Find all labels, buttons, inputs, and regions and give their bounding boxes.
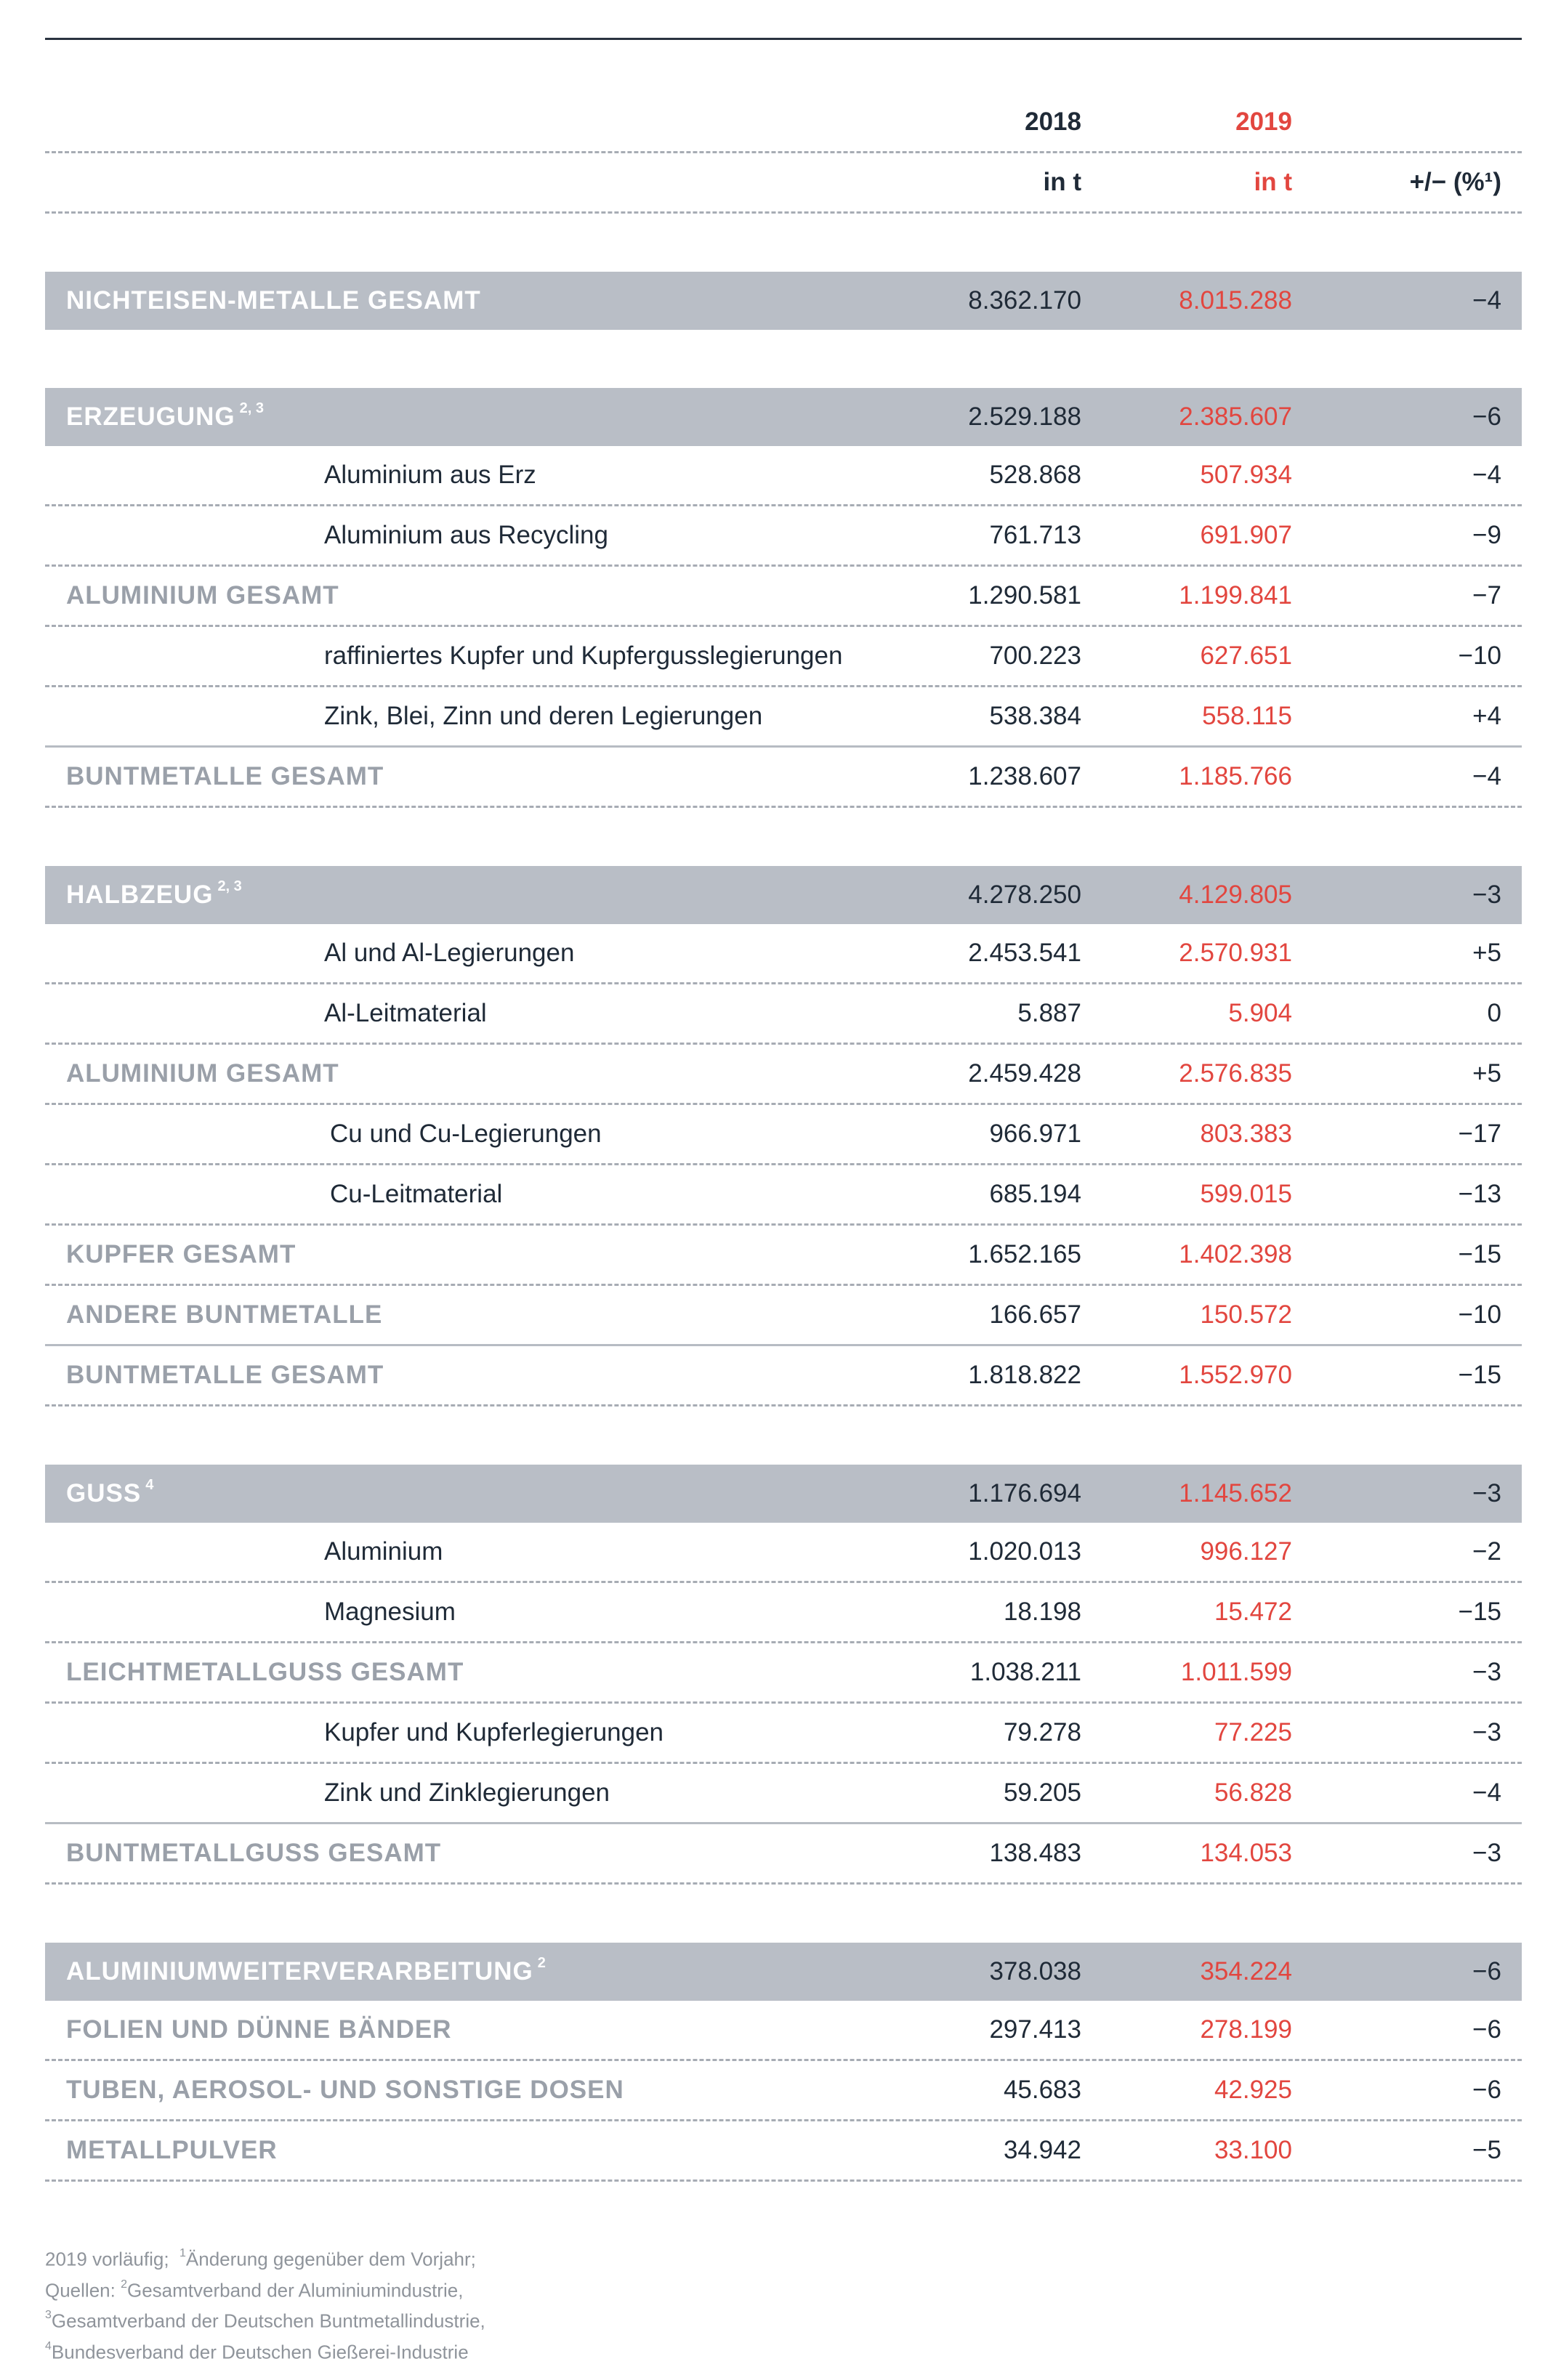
value-2018: 378.038	[989, 1957, 1081, 1986]
value-2019: 558.115	[1202, 702, 1292, 730]
footnote-text: Quellen:	[45, 2279, 116, 2302]
value-2019: 5.904	[1228, 999, 1292, 1027]
footnote-ref: 2	[537, 1955, 546, 1972]
change-pct: −10	[1458, 1300, 1501, 1329]
table-row	[45, 388, 1522, 446]
value-2019: 599.015	[1200, 1180, 1292, 1208]
table-row	[45, 687, 1522, 748]
table-row	[45, 1824, 1522, 1885]
value-2019: 803.383	[1200, 1120, 1292, 1148]
footnote-ref: 4	[45, 2339, 52, 2352]
change-pct: −3	[1472, 1479, 1501, 1507]
change-pct: −3	[1472, 1718, 1501, 1746]
value-2019: 1.011.599	[1180, 1658, 1292, 1686]
footnote-text: Gesamtverband der Aluminiumindustrie,	[126, 2279, 464, 2302]
row-label: Al-Leitmaterial	[324, 999, 487, 1027]
table-row	[45, 567, 1522, 627]
table-row	[45, 1704, 1522, 1764]
change-pct: −15	[1458, 1598, 1501, 1626]
header-year-row	[45, 93, 1522, 153]
change-pct: −3	[1472, 1658, 1501, 1686]
table-row	[45, 506, 1522, 567]
value-2018: 18.198	[1003, 1598, 1081, 1626]
row-label: Kupfer und Kupferlegierungen	[324, 1718, 664, 1746]
change-pct: −6	[1472, 2076, 1501, 2104]
change-pct: −4	[1472, 1778, 1501, 1807]
change-pct: +5	[1472, 1059, 1501, 1088]
value-2019: 2.576.835	[1179, 1059, 1292, 1088]
footnote-text: 2019 vorläufig;	[45, 2248, 169, 2270]
value-2019: 1.552.970	[1179, 1361, 1292, 1389]
footnote-line	[45, 2242, 485, 2273]
value-2018: 4.278.250	[968, 881, 1081, 909]
value-2018: 700.223	[989, 641, 1081, 670]
value-2018: 297.413	[989, 2015, 1081, 2044]
row-label: Magnesium	[324, 1598, 456, 1626]
value-2018: 2.529.188	[968, 402, 1081, 431]
value-2019: 2.385.607	[1179, 402, 1292, 431]
table-row	[45, 2061, 1522, 2121]
header-2019: 2019	[1235, 108, 1292, 136]
footnote-text: Bundesverband der Deutschen Gießerei-Industrie	[51, 2341, 469, 2363]
table-row	[45, 1226, 1522, 1286]
row-label: Cu-Leitmaterial	[330, 1180, 503, 1208]
change-pct: −7	[1472, 581, 1501, 610]
value-2019: 56.828	[1214, 1778, 1292, 1807]
row-label	[66, 1957, 546, 1986]
table-row	[45, 866, 1522, 924]
row-label-text: ERZEUGUNG	[66, 402, 235, 431]
value-2019: 278.199	[1200, 2015, 1292, 2044]
table-row	[45, 446, 1522, 506]
row-label: BUNTMETALLE GESAMT	[66, 762, 384, 790]
row-label: Aluminium aus Recycling	[324, 521, 608, 549]
value-2019: 996.127	[1200, 1537, 1292, 1566]
change-header: +/− (%¹)	[1409, 168, 1501, 196]
row-label: raffiniertes Kupfer und Kupfergusslegierungen	[324, 641, 843, 670]
change-pct: +4	[1472, 702, 1501, 730]
row-label: FOLIEN UND DÜNNE BÄNDER	[66, 2015, 452, 2044]
footnote-line	[45, 2335, 485, 2366]
row-label: LEICHTMETALLGUSS GESAMT	[66, 1658, 464, 1686]
value-2018: 1.238.607	[968, 762, 1081, 790]
change-pct: −3	[1472, 1839, 1501, 1867]
value-2019: 1.402.398	[1179, 1240, 1292, 1268]
row-label: ALUMINIUM GESAMT	[66, 1059, 339, 1088]
value-2018: 1.176.694	[968, 1479, 1081, 1507]
unit-2019: in t	[1254, 168, 1292, 196]
footnote-ref: 4	[145, 1477, 154, 1494]
value-2018: 2.453.541	[968, 939, 1081, 967]
table-row	[45, 1523, 1522, 1583]
footnote-ref: 1	[180, 2247, 186, 2259]
table-row	[45, 1165, 1522, 1226]
footnote-line	[45, 2304, 485, 2335]
row-label	[66, 1479, 153, 1508]
value-2018: 79.278	[1003, 1718, 1081, 1746]
value-2018: 59.205	[1003, 1778, 1081, 1807]
value-2019: 691.907	[1200, 521, 1292, 549]
row-label	[66, 878, 242, 910]
table-row	[45, 1583, 1522, 1643]
change-pct: −13	[1458, 1180, 1501, 1208]
footnotes	[45, 2242, 485, 2366]
change-pct: −6	[1472, 2015, 1501, 2044]
header-2018: 2018	[1025, 108, 1081, 136]
table-row	[45, 984, 1522, 1045]
footnote-ref: 3	[45, 2309, 52, 2322]
row-label-text: ALUMINIUMWEITERVERARBEITUNG	[66, 1957, 533, 1986]
change-pct: −3	[1472, 881, 1501, 909]
row-label: BUNTMETALLGUSS GESAMT	[66, 1839, 442, 1867]
value-2018: 2.459.428	[968, 1059, 1081, 1088]
value-2018: 5.887	[1017, 999, 1081, 1027]
row-label: Cu und Cu-Legierungen	[330, 1120, 602, 1148]
value-2018: 1.038.211	[969, 1658, 1081, 1686]
change-pct: −4	[1472, 461, 1501, 489]
row-label: Zink, Blei, Zinn und deren Legierungen	[324, 702, 763, 730]
value-2018: 1.818.822	[968, 1361, 1081, 1389]
row-label: KUPFER GESAMT	[66, 1240, 297, 1268]
row-label: Al und Al-Legierungen	[324, 939, 575, 967]
footnote-line	[45, 2273, 485, 2304]
value-2018: 966.971	[989, 1120, 1081, 1148]
footnote-ref: 2, 3	[239, 400, 264, 417]
value-2019: 15.472	[1214, 1598, 1292, 1626]
value-2019: 507.934	[1200, 461, 1292, 489]
change-pct: −5	[1472, 2136, 1501, 2164]
value-2018: 138.483	[989, 1839, 1081, 1867]
row-label-text: HALBZEUG	[66, 881, 214, 909]
value-2018: 34.942	[1003, 2136, 1081, 2164]
table-row	[45, 748, 1522, 808]
footnote-text: Änderung gegenüber dem Vorjahr;	[185, 2248, 476, 2270]
row-label	[66, 402, 264, 432]
footnote-ref: 2, 3	[217, 878, 242, 895]
value-2019: 4.129.805	[1179, 881, 1292, 909]
value-2019: 2.570.931	[1179, 939, 1292, 967]
value-2019: 354.224	[1200, 1957, 1292, 1986]
change-pct: −15	[1458, 1361, 1501, 1389]
change-pct: −6	[1472, 402, 1501, 431]
table-row	[45, 1764, 1522, 1824]
value-2019: 150.572	[1200, 1300, 1292, 1329]
value-2019: 77.225	[1214, 1718, 1292, 1746]
change-pct: +5	[1472, 939, 1501, 967]
change-pct: −9	[1472, 521, 1501, 549]
table-row	[45, 1105, 1522, 1165]
value-2019: 1.185.766	[1179, 762, 1292, 790]
table-row	[45, 1643, 1522, 1704]
value-2019: 1.199.841	[1179, 581, 1292, 610]
value-2019: 1.145.652	[1179, 1479, 1292, 1507]
change-pct: −2	[1472, 1537, 1501, 1566]
table-row	[45, 1286, 1522, 1346]
value-2018: 528.868	[989, 461, 1081, 489]
table-row	[45, 1943, 1522, 2001]
change-pct: −4	[1472, 286, 1501, 315]
table-row	[45, 2121, 1522, 2182]
metals-table	[45, 93, 1522, 2182]
table-row	[45, 1346, 1522, 1406]
table-row	[45, 1045, 1522, 1105]
table-row	[45, 627, 1522, 687]
table-row	[45, 924, 1522, 984]
value-2018: 45.683	[1003, 2076, 1081, 2104]
value-2018: 761.713	[989, 521, 1081, 549]
value-2019: 8.015.288	[1179, 286, 1292, 315]
row-label: ANDERE BUNTMETALLE	[66, 1300, 383, 1329]
value-2018: 538.384	[989, 702, 1081, 730]
table-row	[45, 1465, 1522, 1523]
row-label: TUBEN, AEROSOL- UND SONSTIGE DOSEN	[66, 2076, 624, 2104]
value-2018: 8.362.170	[968, 286, 1081, 315]
change-pct: −17	[1458, 1120, 1501, 1148]
header-unit-row	[45, 153, 1522, 214]
value-2019: 627.651	[1200, 641, 1292, 670]
row-label: Aluminium aus Erz	[324, 461, 536, 489]
row-label: BUNTMETALLE GESAMT	[66, 1361, 384, 1389]
change-pct: −15	[1458, 1240, 1501, 1268]
value-2018: 166.657	[989, 1300, 1081, 1329]
footnote-text: Gesamtverband der Deutschen Buntmetallindustrie,	[51, 2310, 485, 2332]
value-2018: 1.652.165	[968, 1240, 1081, 1268]
row-label: Zink und Zinklegierungen	[324, 1778, 610, 1807]
row-label: NICHTEISEN-METALLE GESAMT	[66, 286, 481, 315]
row-label: ALUMINIUM GESAMT	[66, 581, 339, 610]
value-2018: 1.290.581	[968, 581, 1081, 610]
change-pct: −10	[1458, 641, 1501, 670]
table-row	[45, 2001, 1522, 2061]
value-2018: 1.020.013	[968, 1537, 1081, 1566]
row-label-text: GUSS	[66, 1479, 142, 1507]
change-pct: 0	[1487, 999, 1501, 1027]
table-row	[45, 272, 1522, 330]
top-rule	[45, 38, 1522, 40]
footnote-ref: 2	[121, 2278, 127, 2291]
value-2019: 33.100	[1214, 2136, 1292, 2164]
unit-2018: in t	[1043, 168, 1081, 196]
value-2018: 685.194	[989, 1180, 1081, 1208]
value-2019: 134.053	[1200, 1839, 1292, 1867]
change-pct: −4	[1472, 762, 1501, 790]
row-label: Aluminium	[324, 1537, 443, 1566]
row-label: METALLPULVER	[66, 2136, 278, 2164]
value-2019: 42.925	[1214, 2076, 1292, 2104]
change-pct: −6	[1472, 1957, 1501, 1986]
